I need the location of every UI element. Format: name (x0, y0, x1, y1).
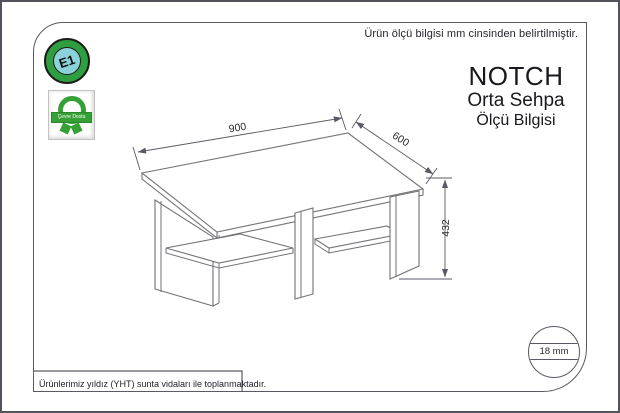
top-note: Ürün ölçü bilgisi mm cinsinden belirtilmiştir. (364, 28, 578, 40)
thickness-band-bottom-line (529, 359, 579, 360)
dimension-height-label: 432 (440, 219, 452, 237)
product-category: Orta Sehpa (467, 90, 565, 111)
e1-label: E1 (57, 51, 77, 71)
table-right-shelf (315, 226, 401, 248)
thickness-label: 18 mm (539, 346, 569, 357)
dimension-width-label: 900 (227, 120, 248, 136)
product-name: NOTCH (468, 61, 564, 91)
table-middle-panel (295, 208, 313, 299)
table-right-leg (390, 191, 419, 279)
panel-thickness-indicator (528, 326, 580, 378)
eco-label: Çevre Dostu (51, 112, 92, 123)
drawing-info-type: Ölçü Bilgisi (476, 112, 556, 129)
footer-note: Ürünlerimiz yıldız (YHT) sunta vidaları ile toplanmaktadır. (39, 379, 267, 389)
dimension-depth-label: 600 (390, 129, 412, 150)
table-top-face (142, 133, 423, 232)
thickness-band-top-line (529, 343, 579, 344)
